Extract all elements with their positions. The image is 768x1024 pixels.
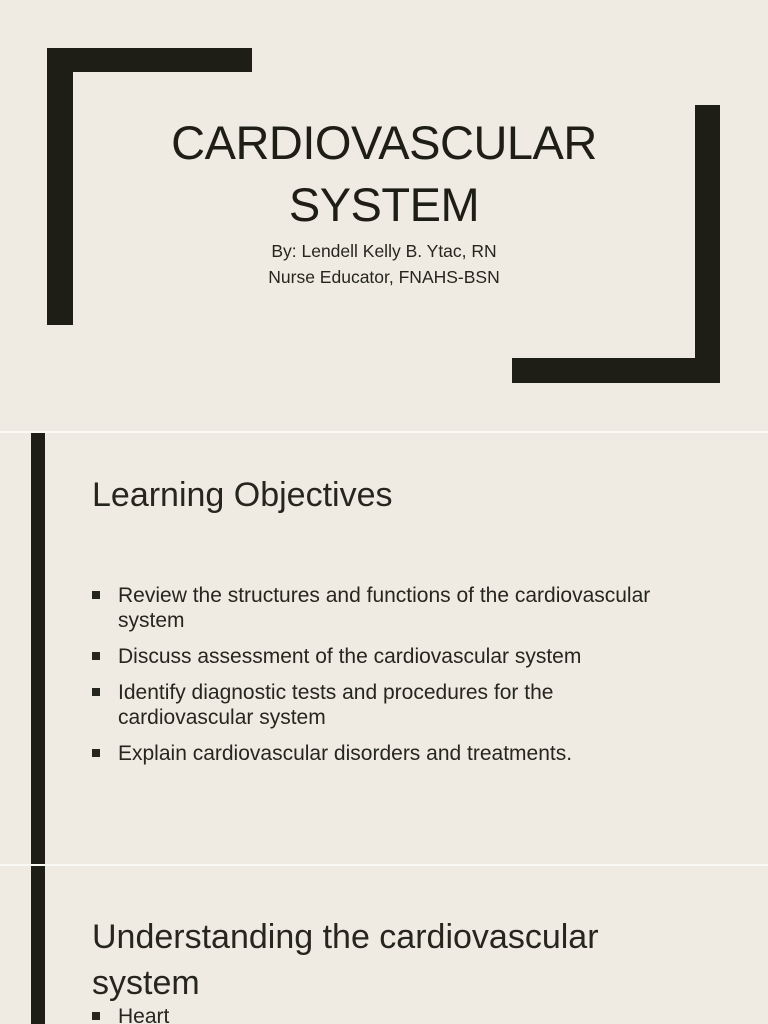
presentation-title-line1: CARDIOVASCULAR xyxy=(171,116,597,169)
role-line: Nurse Educator, FNAHS-BSN xyxy=(268,267,500,287)
bullet-square-icon xyxy=(92,591,100,599)
author-line: By: Lendell Kelly B. Ytac, RN xyxy=(271,241,497,261)
slide-learning-objectives xyxy=(0,433,768,864)
bullet-text: Identify diagnostic tests and procedures for the cardiovascular system xyxy=(118,681,554,729)
presentation-title-line2: SYSTEM xyxy=(288,178,480,231)
slide-heading: Understanding the cardiovascular system xyxy=(92,918,599,1002)
list-item xyxy=(92,583,672,633)
list-item xyxy=(92,680,672,730)
bullet-list xyxy=(92,583,672,777)
corner-bracket-bottom-right-horizontal xyxy=(512,358,720,383)
left-accent-bar xyxy=(31,433,45,864)
bullet-text: Heart xyxy=(118,1005,170,1024)
list-item xyxy=(92,644,672,669)
list-item xyxy=(92,741,672,766)
bullet-square-icon xyxy=(92,688,100,696)
bullet-square-icon xyxy=(92,652,100,660)
presentation-subtitle xyxy=(0,238,768,290)
slide-title-page xyxy=(0,0,768,431)
bullet-square-icon xyxy=(92,749,100,757)
slide-heading: Learning Objectives xyxy=(92,476,393,514)
slide-understanding-cardiovascular-system xyxy=(0,866,768,1024)
list-item xyxy=(92,1004,169,1024)
presentation-title xyxy=(0,112,768,236)
corner-bracket-top-left-horizontal xyxy=(47,48,252,72)
bullet-text: Review the structures and functions of the cardiovascular system xyxy=(118,584,651,632)
bullet-list xyxy=(92,1004,169,1024)
bullet-text: Discuss assessment of the cardiovascular system xyxy=(118,645,582,668)
bullet-text: Explain cardiovascular disorders and treatments. xyxy=(118,742,573,765)
bullet-square-icon xyxy=(92,1012,100,1020)
left-accent-bar xyxy=(31,866,45,1024)
